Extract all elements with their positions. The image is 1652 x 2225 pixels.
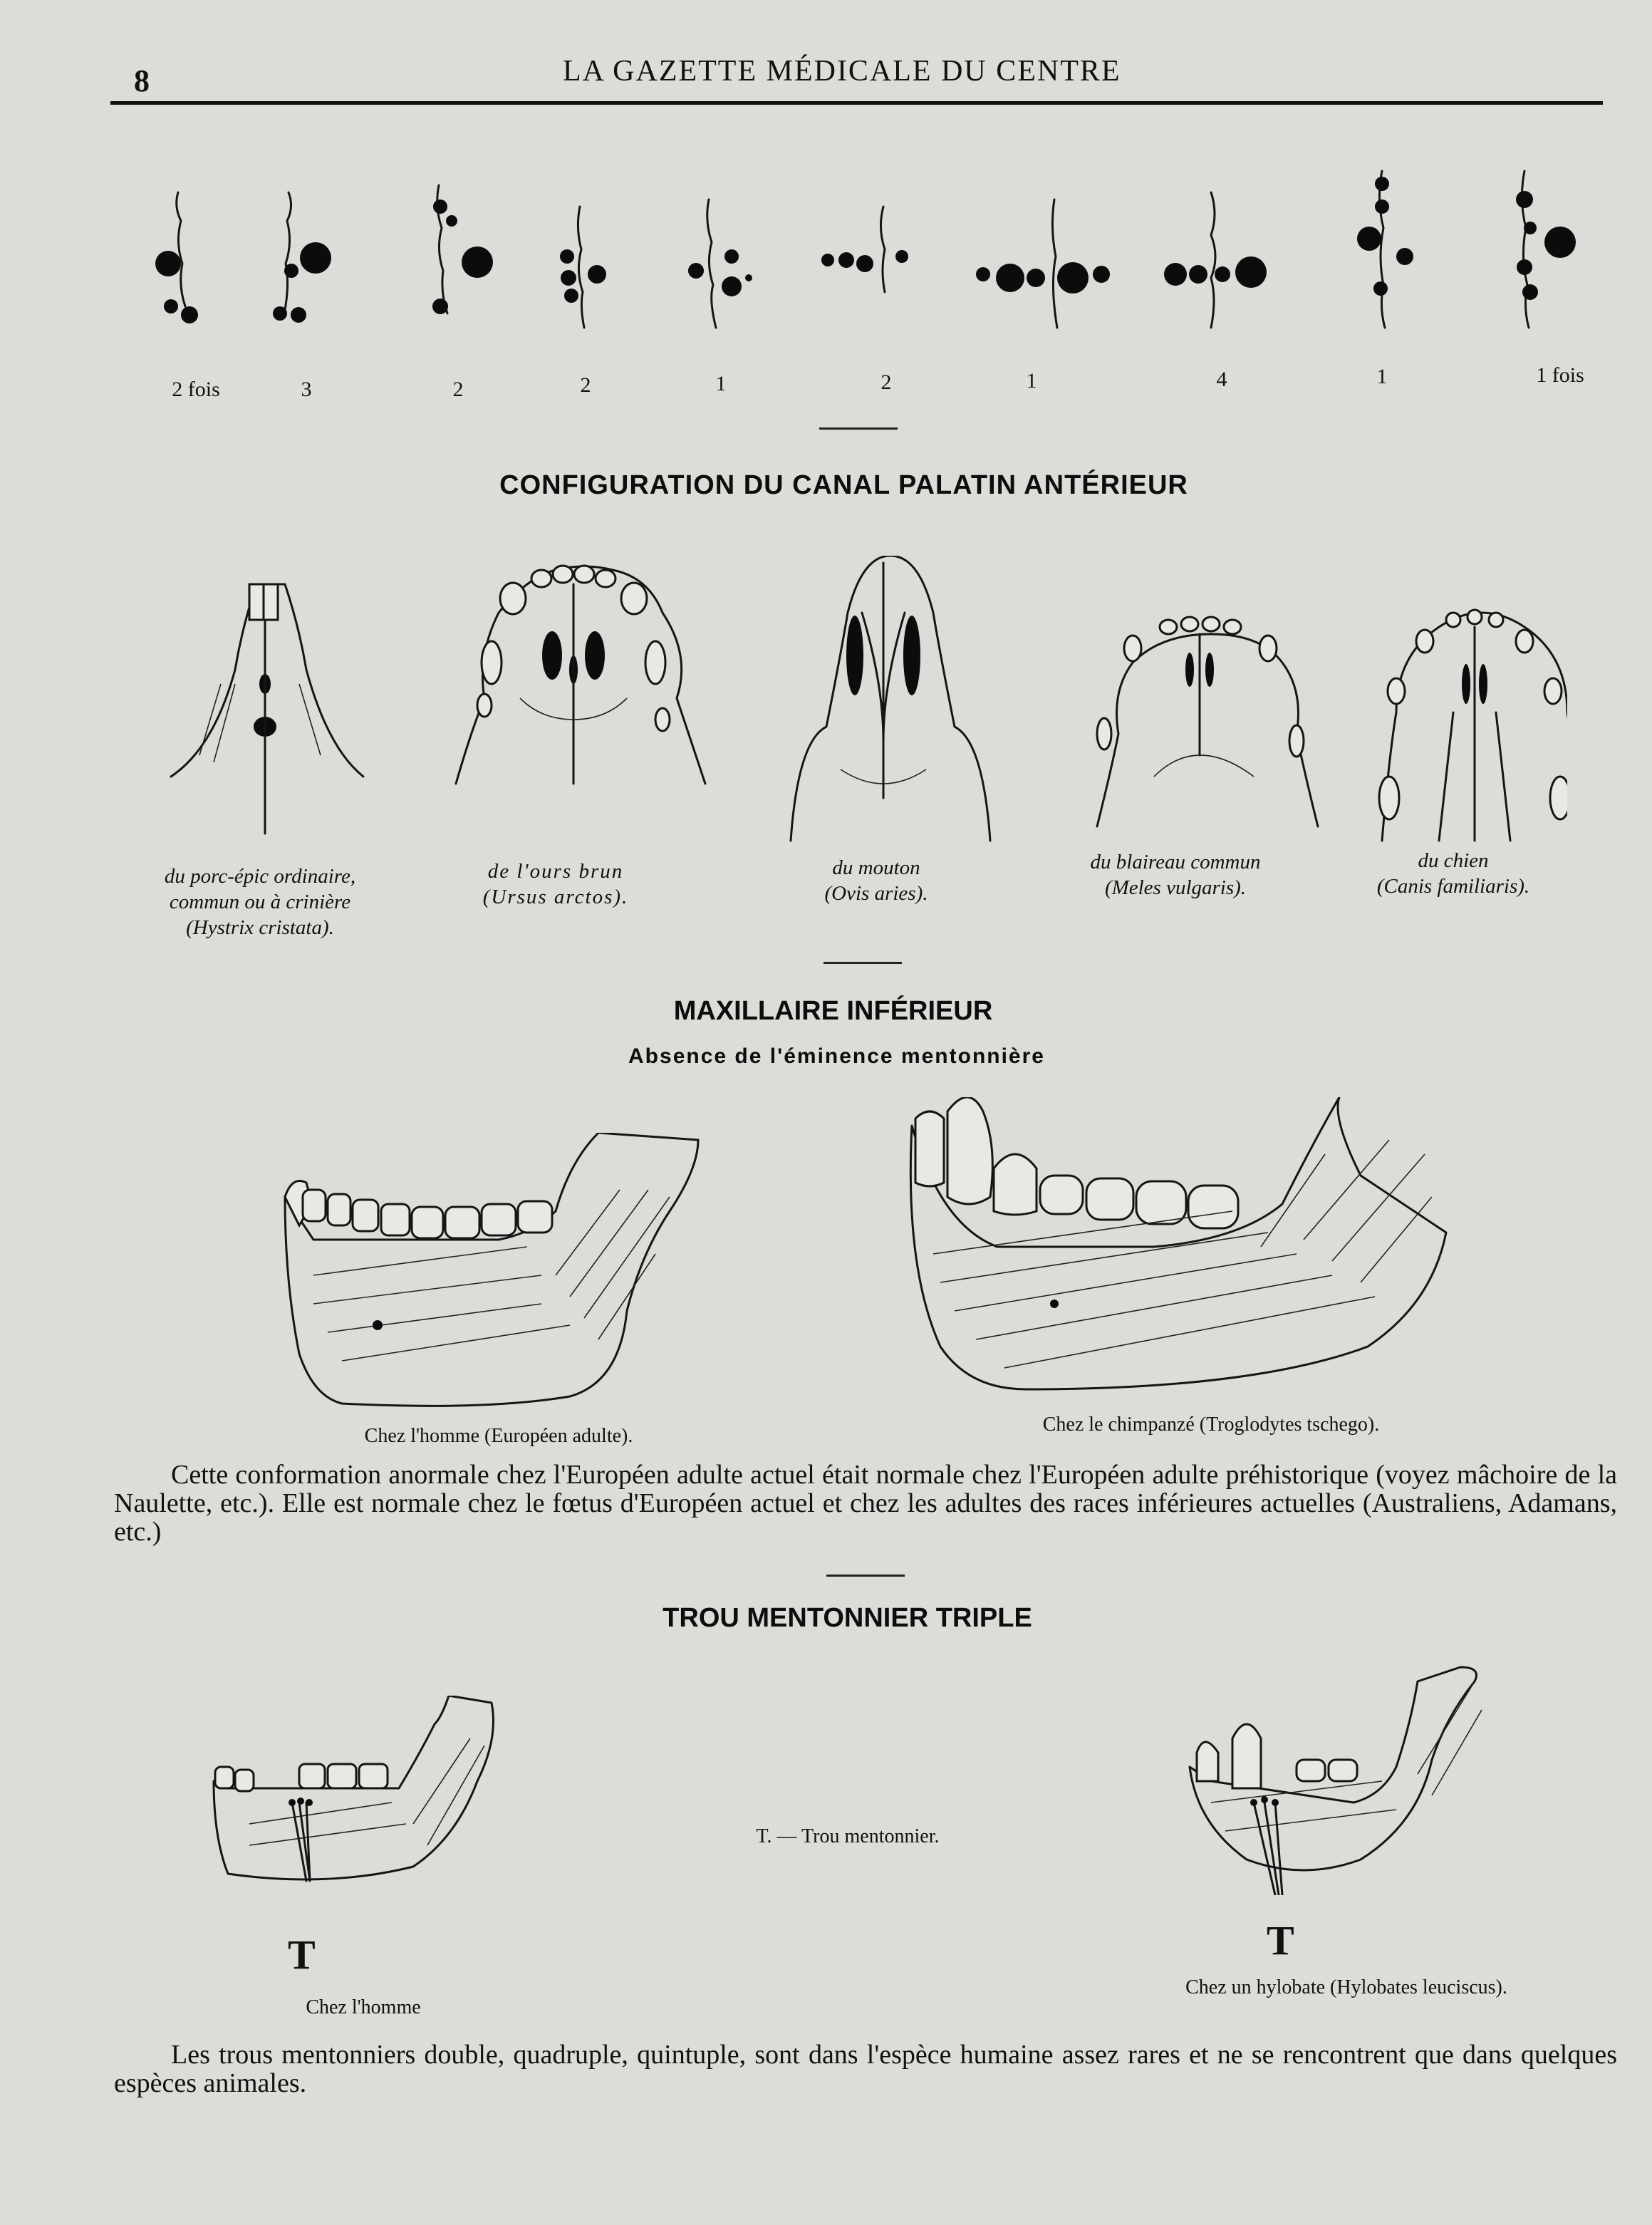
mandible-section-subtitle: Absence de l'éminence mentonnière xyxy=(628,1044,1045,1068)
caption-porcupine-line3: (Hystrix cristata). xyxy=(186,916,334,939)
foramen-count-8: 4 xyxy=(1216,368,1227,391)
foramen-count-7: 1 xyxy=(1026,369,1037,393)
foramen-pattern-8 xyxy=(1164,192,1267,328)
caption-human-jaw: Chez l'homme xyxy=(306,1996,421,2018)
foramen-pattern-5 xyxy=(688,199,752,328)
foramen-count-4: 2 xyxy=(580,373,591,397)
foramen-pattern-1 xyxy=(155,192,198,323)
trou-mentonnier-legend: T. — Trou mentonnier. xyxy=(756,1825,940,1847)
foramen-pattern-10 xyxy=(1516,171,1576,328)
header-rule xyxy=(110,101,1603,105)
foramen-paragraph: Les trous mentonniers double, quadruple, quintuple, sont dans l'espèce humaine assez rares et ne se rencontrent que dans quelques espèces animales. xyxy=(114,2040,1617,2098)
palate-illustrations xyxy=(157,556,1567,855)
caption-hylobate-jaw: Chez un hylobate (Hylobates leuciscus). xyxy=(1185,1976,1507,1998)
mandible-section-title: MAXILLAIRE INFÉRIEUR xyxy=(673,996,993,1026)
caption-dog-line1: du chien xyxy=(1418,849,1489,872)
foramen-pattern-3 xyxy=(432,185,493,314)
caption-chimpanzee-mandible: Chez le chimpanzé (Troglodytes tschego). xyxy=(1042,1414,1380,1436)
jaw-hylobate-foramen-drawing xyxy=(1183,1660,1546,1895)
journal-title: LA GAZETTE MÉDICALE DU CENTRE xyxy=(563,55,1121,88)
palatal-section-title: CONFIGURATION DU CANAL PALATIN ANTÉRIEUR xyxy=(499,470,1188,500)
foramen-count-6: 2 xyxy=(880,370,892,394)
caption-badger-line2: (Meles vulgaris). xyxy=(1104,876,1247,899)
foramen-count-1: 2 fois xyxy=(172,378,220,401)
foramen-pattern-7 xyxy=(976,199,1110,328)
mandible-paragraph: Cette conformation anormale chez l'Européen adulte actuel était normale chez l'Européen adulte préhistorique (voyez mâchoire de la Naulette, etc.). Elle est normale chez le fœtus d'Européen actuel et chez les adultes des races inférieures actuelles (Australiens, Adamans, etc.) xyxy=(114,1460,1617,1547)
foramen-pattern-6 xyxy=(821,207,908,292)
foramen-section-title: TROU MENTONNIER TRIPLE xyxy=(663,1603,1032,1633)
mandible-human-drawing xyxy=(271,1133,712,1418)
caption-porcupine-line2: commun ou à crinière xyxy=(169,891,351,913)
caption-porcupine-line1: du porc-épic ordinaire, xyxy=(164,865,356,888)
caption-bear xyxy=(442,859,670,910)
caption-human-mandible: Chez l'homme (Européen adulte). xyxy=(364,1425,633,1447)
caption-badger-line1: du blaireau commun xyxy=(1090,851,1261,873)
mandible-chimpanzee-drawing xyxy=(905,1097,1460,1396)
caption-badger xyxy=(1040,849,1311,901)
foramen-pattern-4 xyxy=(560,207,606,328)
foramen-count-10: 1 fois xyxy=(1536,363,1584,387)
palate-porcupine-drawing xyxy=(171,584,363,834)
section-separator xyxy=(819,427,898,430)
palate-badger-drawing xyxy=(1097,617,1318,826)
jaw-human-foramen-drawing xyxy=(207,1696,541,1909)
foramen-pattern-9 xyxy=(1357,171,1413,328)
foramen-patterns-figure xyxy=(107,164,1603,349)
caption-bear-line1: de l'ours brun xyxy=(487,860,624,883)
section-separator xyxy=(826,1575,905,1577)
caption-dog-line2: (Canis familiaris). xyxy=(1376,875,1530,898)
foramen-count-9: 1 xyxy=(1376,365,1388,388)
caption-sheep xyxy=(769,855,983,906)
section-separator xyxy=(824,962,902,964)
label-T-left: T xyxy=(288,1931,316,1978)
caption-sheep-line2: (Ovis aries). xyxy=(824,882,928,905)
foramen-pattern-2 xyxy=(273,192,331,323)
caption-sheep-line1: du mouton xyxy=(832,856,920,879)
caption-bear-line2: (Ursus arctos). xyxy=(482,886,629,908)
foramen-count-2: 3 xyxy=(301,378,312,401)
label-T-right: T xyxy=(1267,1917,1294,1964)
page-number: 8 xyxy=(134,63,150,98)
foramen-count-5: 1 xyxy=(715,372,727,395)
palate-dog-drawing xyxy=(1379,610,1567,841)
caption-porcupine xyxy=(128,863,392,940)
caption-dog xyxy=(1339,848,1567,899)
palate-bear-drawing xyxy=(456,566,705,784)
palate-sheep-drawing xyxy=(791,556,990,841)
foramen-count-3: 2 xyxy=(452,378,464,401)
